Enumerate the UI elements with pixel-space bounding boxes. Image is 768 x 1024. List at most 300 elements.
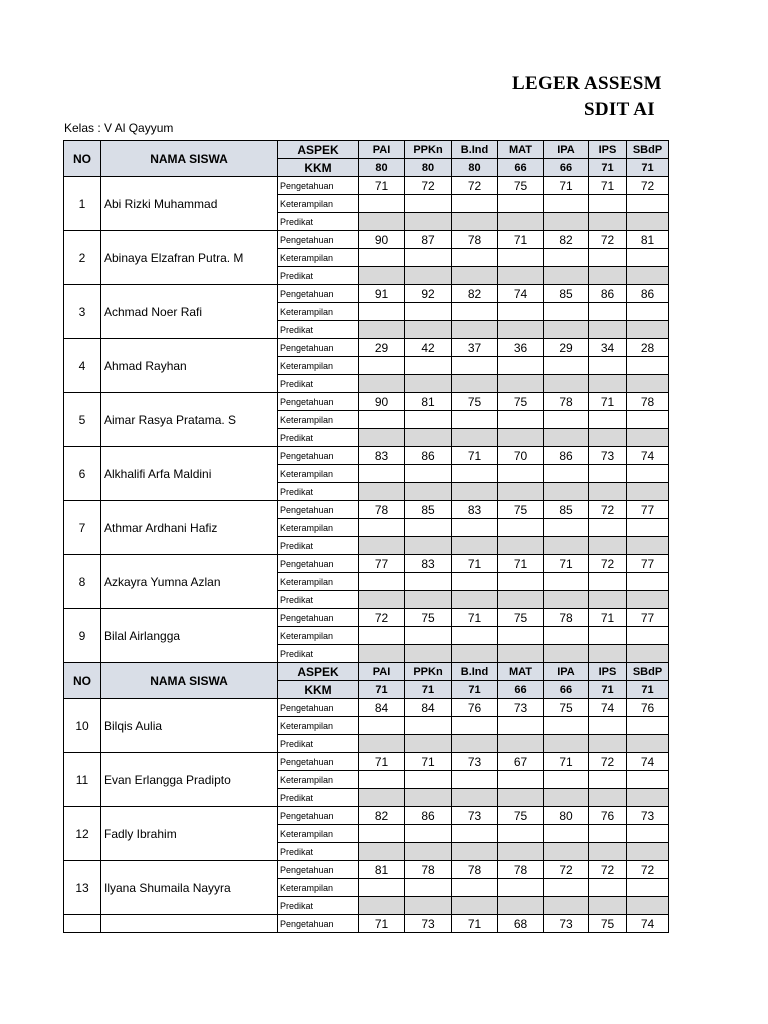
subject-header: SBdP [627, 663, 669, 681]
aspect-label: Pengetahuan [278, 339, 359, 357]
score-cell: 78 [452, 231, 498, 249]
header-row [64, 141, 669, 159]
predikat-cell [452, 267, 498, 285]
aspect-label: Keterampilan [278, 303, 359, 321]
predikat-cell [544, 267, 589, 285]
predikat-cell [627, 735, 669, 753]
table-row [64, 807, 669, 825]
predikat-cell [405, 429, 452, 447]
predikat-cell [405, 591, 452, 609]
student-no: 1 [64, 177, 101, 231]
kkm-value: 66 [544, 159, 589, 177]
col-header-no: NO [64, 663, 101, 699]
predikat-cell [589, 537, 627, 555]
predikat-cell [498, 321, 544, 339]
keterampilan-cell [544, 303, 589, 321]
score-cell: 68 [498, 915, 544, 933]
keterampilan-cell [405, 519, 452, 537]
predikat-cell [359, 591, 405, 609]
subject-header: PPKn [405, 141, 452, 159]
col-header-aspek: ASPEK [278, 141, 359, 159]
kkm-value: 71 [627, 159, 669, 177]
predikat-cell [452, 735, 498, 753]
kkm-value: 71 [589, 159, 627, 177]
keterampilan-cell [405, 411, 452, 429]
header-row [64, 663, 669, 681]
predikat-cell [627, 789, 669, 807]
predikat-cell [359, 537, 405, 555]
keterampilan-cell [452, 303, 498, 321]
kkm-value: 71 [452, 681, 498, 699]
keterampilan-cell [589, 195, 627, 213]
keterampilan-cell [405, 357, 452, 375]
student-name: Aimar Rasya Pratama. S [101, 393, 278, 447]
keterampilan-cell [627, 825, 669, 843]
keterampilan-cell [359, 825, 405, 843]
title-clip [0, 60, 668, 120]
score-cell: 75 [452, 393, 498, 411]
keterampilan-cell [359, 519, 405, 537]
score-cell: 73 [452, 807, 498, 825]
predikat-cell [498, 429, 544, 447]
aspect-label: Pengetahuan [278, 231, 359, 249]
predikat-cell [452, 213, 498, 231]
aspect-label: Keterampilan [278, 411, 359, 429]
score-cell: 75 [544, 699, 589, 717]
student-no: 13 [64, 861, 101, 915]
score-cell: 90 [359, 231, 405, 249]
subject-header: B.Ind [452, 141, 498, 159]
predikat-cell [589, 483, 627, 501]
aspect-label: Keterampilan [278, 717, 359, 735]
keterampilan-cell [498, 411, 544, 429]
score-cell: 90 [359, 393, 405, 411]
aspect-label: Pengetahuan [278, 609, 359, 627]
student-no: 9 [64, 609, 101, 663]
predikat-cell [498, 591, 544, 609]
score-cell: 74 [627, 447, 669, 465]
keterampilan-cell [452, 879, 498, 897]
kkm-value: 66 [498, 159, 544, 177]
predikat-cell [359, 321, 405, 339]
student-name: Azkayra Yumna Azlan [101, 555, 278, 609]
predikat-cell [359, 483, 405, 501]
subject-header: IPA [544, 141, 589, 159]
student-name: Fadly Ibrahim [101, 807, 278, 861]
aspect-label: Pengetahuan [278, 555, 359, 573]
keterampilan-cell [589, 357, 627, 375]
score-cell: 36 [498, 339, 544, 357]
predikat-cell [498, 843, 544, 861]
keterampilan-cell [359, 879, 405, 897]
subject-header: MAT [498, 141, 544, 159]
report-title: LEGER ASSESM [512, 73, 662, 94]
predikat-cell [498, 483, 544, 501]
keterampilan-cell [589, 249, 627, 267]
predikat-cell [544, 429, 589, 447]
keterampilan-cell [498, 627, 544, 645]
score-cell: 29 [544, 339, 589, 357]
kkm-value: 66 [544, 681, 589, 699]
keterampilan-cell [359, 717, 405, 735]
score-cell: 34 [589, 339, 627, 357]
keterampilan-cell [359, 771, 405, 789]
keterampilan-cell [627, 771, 669, 789]
keterampilan-cell [544, 465, 589, 483]
keterampilan-cell [589, 717, 627, 735]
score-cell: 71 [589, 177, 627, 195]
predikat-cell [498, 375, 544, 393]
keterampilan-cell [627, 357, 669, 375]
score-cell: 37 [452, 339, 498, 357]
col-header-no: NO [64, 141, 101, 177]
predikat-cell [544, 537, 589, 555]
aspect-label: Predikat [278, 483, 359, 501]
student-no: 5 [64, 393, 101, 447]
predikat-cell [627, 375, 669, 393]
predikat-cell [359, 789, 405, 807]
score-cell: 74 [498, 285, 544, 303]
leger-table [63, 140, 669, 933]
keterampilan-cell [359, 573, 405, 591]
predikat-cell [627, 897, 669, 915]
keterampilan-cell [359, 303, 405, 321]
keterampilan-cell [359, 411, 405, 429]
score-cell: 73 [452, 753, 498, 771]
table-row [64, 393, 669, 411]
score-cell: 83 [405, 555, 452, 573]
keterampilan-cell [452, 573, 498, 591]
score-cell: 78 [627, 393, 669, 411]
predikat-cell [405, 483, 452, 501]
score-cell: 76 [627, 699, 669, 717]
student-name [101, 915, 278, 933]
score-cell: 82 [544, 231, 589, 249]
col-header-kkm: KKM [278, 159, 359, 177]
aspect-label: Predikat [278, 735, 359, 753]
predikat-cell [452, 789, 498, 807]
keterampilan-cell [589, 519, 627, 537]
score-cell: 84 [405, 699, 452, 717]
kkm-value: 80 [452, 159, 498, 177]
aspect-label: Keterampilan [278, 825, 359, 843]
score-cell: 71 [544, 177, 589, 195]
predikat-cell [544, 213, 589, 231]
score-cell: 74 [627, 753, 669, 771]
score-cell: 72 [452, 177, 498, 195]
keterampilan-cell [498, 825, 544, 843]
score-cell: 78 [544, 393, 589, 411]
table-row [64, 861, 669, 879]
keterampilan-cell [589, 771, 627, 789]
score-cell: 72 [589, 231, 627, 249]
keterampilan-cell [452, 717, 498, 735]
predikat-cell [627, 321, 669, 339]
score-cell: 78 [359, 501, 405, 519]
keterampilan-cell [452, 825, 498, 843]
score-cell: 82 [359, 807, 405, 825]
score-cell: 85 [544, 285, 589, 303]
table-row [64, 753, 669, 771]
aspect-label: Keterampilan [278, 771, 359, 789]
score-cell: 72 [627, 861, 669, 879]
keterampilan-cell [405, 465, 452, 483]
predikat-cell [589, 897, 627, 915]
score-cell: 72 [544, 861, 589, 879]
keterampilan-cell [452, 195, 498, 213]
score-cell: 67 [498, 753, 544, 771]
score-cell: 42 [405, 339, 452, 357]
keterampilan-cell [544, 411, 589, 429]
keterampilan-cell [359, 465, 405, 483]
keterampilan-cell [544, 627, 589, 645]
keterampilan-cell [452, 249, 498, 267]
score-cell: 84 [359, 699, 405, 717]
score-cell: 28 [627, 339, 669, 357]
aspect-label: Keterampilan [278, 465, 359, 483]
score-cell: 86 [544, 447, 589, 465]
aspect-label: Predikat [278, 537, 359, 555]
score-cell: 78 [452, 861, 498, 879]
predikat-cell [627, 429, 669, 447]
score-cell: 73 [405, 915, 452, 933]
student-name: Evan Erlangga Pradipto [101, 753, 278, 807]
keterampilan-cell [544, 357, 589, 375]
predikat-cell [452, 645, 498, 663]
table-row [64, 609, 669, 627]
score-cell: 82 [452, 285, 498, 303]
score-cell: 71 [452, 609, 498, 627]
keterampilan-cell [589, 627, 627, 645]
score-cell: 71 [589, 609, 627, 627]
score-cell: 71 [359, 753, 405, 771]
score-cell: 72 [589, 753, 627, 771]
keterampilan-cell [498, 465, 544, 483]
keterampilan-cell [452, 771, 498, 789]
student-no: 12 [64, 807, 101, 861]
keterampilan-cell [405, 771, 452, 789]
predikat-cell [544, 789, 589, 807]
keterampilan-cell [498, 771, 544, 789]
predikat-cell [452, 429, 498, 447]
keterampilan-cell [589, 411, 627, 429]
aspect-label: Predikat [278, 429, 359, 447]
score-cell: 73 [544, 915, 589, 933]
keterampilan-cell [627, 879, 669, 897]
kkm-value: 71 [359, 681, 405, 699]
score-cell: 80 [544, 807, 589, 825]
aspect-label: Keterampilan [278, 195, 359, 213]
predikat-cell [405, 267, 452, 285]
predikat-cell [359, 897, 405, 915]
predikat-cell [405, 213, 452, 231]
col-header-nama: NAMA SISWA [101, 141, 278, 177]
subject-header: IPA [544, 663, 589, 681]
keterampilan-cell [359, 249, 405, 267]
predikat-cell [405, 843, 452, 861]
keterampilan-cell [498, 879, 544, 897]
predikat-cell [544, 843, 589, 861]
student-name: Alkhalifi Arfa Maldini [101, 447, 278, 501]
aspect-label: Predikat [278, 213, 359, 231]
predikat-cell [589, 429, 627, 447]
aspect-label: Pengetahuan [278, 915, 359, 933]
predikat-cell [359, 843, 405, 861]
score-cell: 70 [498, 447, 544, 465]
score-cell: 83 [452, 501, 498, 519]
predikat-cell [359, 735, 405, 753]
table-row [64, 699, 669, 717]
subject-header: PAI [359, 663, 405, 681]
student-no: 6 [64, 447, 101, 501]
aspect-label: Predikat [278, 897, 359, 915]
predikat-cell [627, 267, 669, 285]
score-cell: 71 [498, 231, 544, 249]
predikat-cell [405, 321, 452, 339]
keterampilan-cell [627, 411, 669, 429]
aspect-label: Predikat [278, 591, 359, 609]
score-cell: 85 [405, 501, 452, 519]
score-cell: 72 [589, 861, 627, 879]
keterampilan-cell [544, 195, 589, 213]
score-cell: 71 [359, 915, 405, 933]
student-name: Ahmad Rayhan [101, 339, 278, 393]
keterampilan-cell [452, 357, 498, 375]
keterampilan-cell [359, 627, 405, 645]
score-cell: 81 [359, 861, 405, 879]
predikat-cell [544, 897, 589, 915]
col-header-kkm: KKM [278, 681, 359, 699]
score-cell: 71 [405, 753, 452, 771]
subject-header: SBdP [627, 141, 669, 159]
keterampilan-cell [627, 195, 669, 213]
keterampilan-cell [544, 771, 589, 789]
keterampilan-cell [498, 519, 544, 537]
aspect-label: Predikat [278, 321, 359, 339]
score-cell: 75 [498, 177, 544, 195]
keterampilan-cell [544, 519, 589, 537]
aspect-label: Pengetahuan [278, 861, 359, 879]
keterampilan-cell [405, 303, 452, 321]
score-cell: 85 [544, 501, 589, 519]
subject-header: MAT [498, 663, 544, 681]
keterampilan-cell [405, 717, 452, 735]
predikat-cell [589, 843, 627, 861]
score-cell: 71 [452, 555, 498, 573]
score-cell: 73 [498, 699, 544, 717]
score-cell: 72 [627, 177, 669, 195]
aspect-label: Pengetahuan [278, 285, 359, 303]
score-cell: 81 [627, 231, 669, 249]
predikat-cell [589, 321, 627, 339]
score-cell: 92 [405, 285, 452, 303]
score-cell: 87 [405, 231, 452, 249]
predikat-cell [627, 843, 669, 861]
score-cell: 71 [452, 447, 498, 465]
score-cell: 78 [498, 861, 544, 879]
predikat-cell [498, 645, 544, 663]
keterampilan-cell [498, 357, 544, 375]
predikat-cell [589, 789, 627, 807]
score-cell: 72 [589, 555, 627, 573]
score-cell: 86 [589, 285, 627, 303]
predikat-cell [452, 537, 498, 555]
predikat-cell [498, 537, 544, 555]
score-cell: 78 [405, 861, 452, 879]
keterampilan-cell [498, 303, 544, 321]
score-cell: 75 [498, 393, 544, 411]
keterampilan-cell [452, 411, 498, 429]
predikat-cell [627, 645, 669, 663]
kkm-value: 71 [627, 681, 669, 699]
predikat-cell [544, 735, 589, 753]
predikat-cell [405, 645, 452, 663]
score-cell: 77 [359, 555, 405, 573]
score-cell: 74 [627, 915, 669, 933]
keterampilan-cell [589, 465, 627, 483]
table-row [64, 339, 669, 357]
keterampilan-cell [627, 465, 669, 483]
subject-header: IPS [589, 141, 627, 159]
student-no: 4 [64, 339, 101, 393]
aspect-label: Pengetahuan [278, 177, 359, 195]
score-cell: 71 [452, 915, 498, 933]
predikat-cell [405, 789, 452, 807]
score-cell: 81 [405, 393, 452, 411]
predikat-cell [589, 213, 627, 231]
predikat-cell [405, 897, 452, 915]
score-cell: 71 [589, 393, 627, 411]
predikat-cell [589, 375, 627, 393]
score-cell: 78 [544, 609, 589, 627]
score-cell: 86 [627, 285, 669, 303]
score-cell: 71 [544, 555, 589, 573]
student-name: Athmar Ardhani Hafiz [101, 501, 278, 555]
score-cell: 75 [589, 915, 627, 933]
predikat-cell [452, 375, 498, 393]
score-cell: 72 [359, 609, 405, 627]
predikat-cell [405, 735, 452, 753]
predikat-cell [359, 645, 405, 663]
student-no: 10 [64, 699, 101, 753]
keterampilan-cell [544, 249, 589, 267]
predikat-cell [627, 591, 669, 609]
keterampilan-cell [405, 573, 452, 591]
kkm-value: 71 [589, 681, 627, 699]
score-cell: 71 [498, 555, 544, 573]
score-cell: 29 [359, 339, 405, 357]
keterampilan-cell [627, 519, 669, 537]
aspect-label: Keterampilan [278, 573, 359, 591]
predikat-cell [498, 267, 544, 285]
aspect-label: Predikat [278, 843, 359, 861]
student-name: Bilal Airlangga [101, 609, 278, 663]
keterampilan-cell [498, 249, 544, 267]
keterampilan-cell [589, 573, 627, 591]
subject-header: B.Ind [452, 663, 498, 681]
school-name: SDIT AI [584, 99, 655, 120]
aspect-label: Keterampilan [278, 249, 359, 267]
predikat-cell [359, 375, 405, 393]
aspect-label: Predikat [278, 645, 359, 663]
keterampilan-cell [627, 303, 669, 321]
keterampilan-cell [589, 303, 627, 321]
predikat-cell [452, 843, 498, 861]
aspect-label: Keterampilan [278, 357, 359, 375]
aspect-label: Predikat [278, 267, 359, 285]
aspect-label: Pengetahuan [278, 699, 359, 717]
predikat-cell [498, 213, 544, 231]
